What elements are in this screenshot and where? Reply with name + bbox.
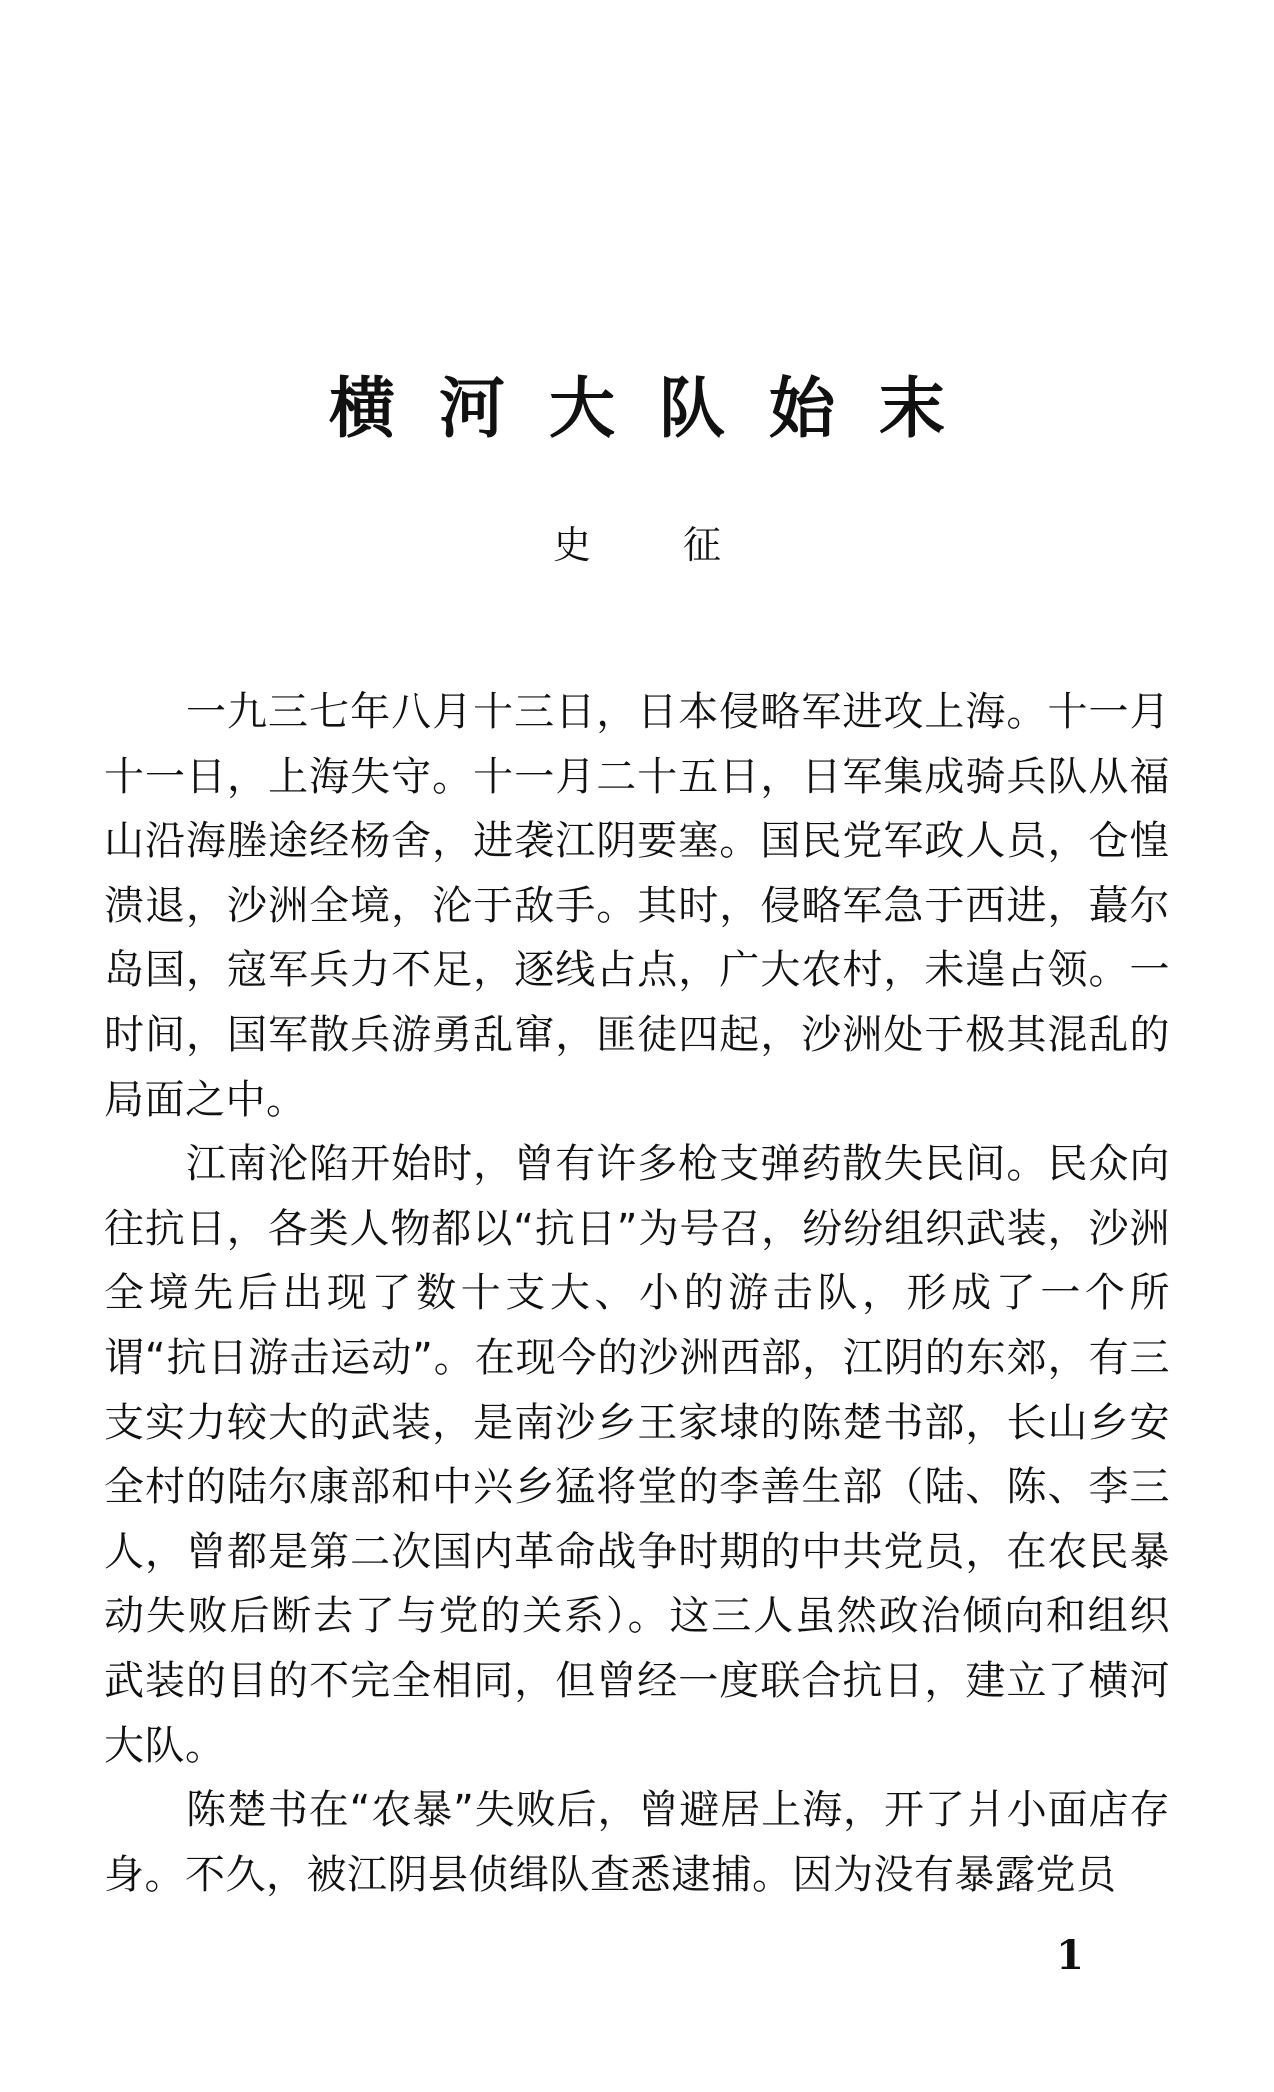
paragraph: 江南沦陷开始时，曾有许多枪支弹药散失民间。民众向往抗日，各类人物都以“抗日”为号召，纷纷组织武装，沙洲全境先后出现了数十支大、小的游击队，形成了一个所谓“抗日游击运动”。在现今的沙洲西部，江阴的东郊，有三支实力较大的武装，是南沙乡王家埭的陈楚书部，长山乡安全村的陆尔康部和中兴乡猛将堂的李善生部（陆、陈、李三人，曾都是第二次国内革命战争时期的中共党员，在农民暴动失败后断去了与党的关系）。这三人虽然政治倾向和组织武装的目的不完全相同，但曾经一度联合抗日，建立了横河大队。 (104, 1141, 1170, 1769)
article-body (104, 680, 1170, 1907)
paragraph: 一九三七年八月十三日，日本侵略军进攻上海。十一月十一日，上海失守。十一月二十五日，日军集成骑兵队从福山沿海塍途经杨舍，进袭江阴要塞。国民党军政人员，仓惶溃退，沙洲全境，沦于敌手。其时，侵略军急于西进，蕞尔岛国，寇军兵力不足，逐线占点，广大农村，未遑占领。一时间，国军散兵游勇乱窜，匪徒四起，沙洲处于极其混乱的局面之中。 (104, 689, 1170, 1123)
article-title: 横河大队始末 (329, 369, 989, 447)
paragraph: 陈楚书在“农暴”失败后，曾避居上海，开了爿小面店存身。不久，被江阴县侦缉队查悉逮捕。因为没有暴露党员 (104, 1787, 1170, 1898)
author-name: 史 征 (552, 523, 762, 567)
page-number: 1 (1056, 1932, 1084, 1979)
